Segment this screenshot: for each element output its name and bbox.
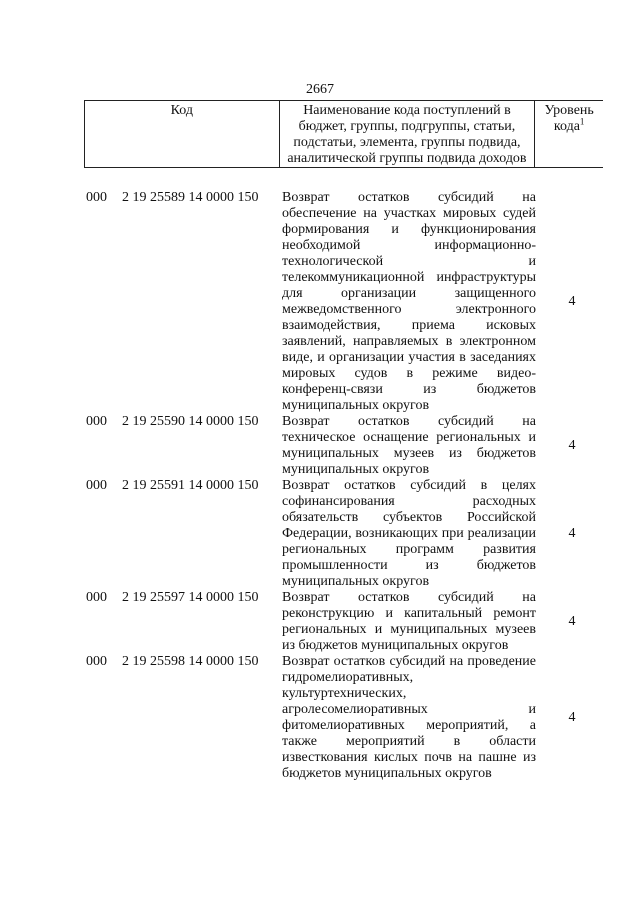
header-name xyxy=(279,101,535,168)
admin-code: 000 xyxy=(86,190,107,205)
revenue-code: 2 19 25589 14 0000 150 xyxy=(122,190,259,205)
admin-code: 000 xyxy=(86,654,107,669)
table-row xyxy=(86,414,602,478)
footnote-marker: 1 xyxy=(579,116,585,127)
revenue-code: 2 19 25598 14 0000 150 xyxy=(122,654,259,669)
revenue-name: Возврат остатков субсидий на реконструкцию и капитальный ремонт региональных и муниципальных музеев из бюджетов муниципальных округов xyxy=(282,590,536,653)
code-level: 4 xyxy=(568,614,576,629)
header-name-label: Наименование кода поступлений в бюджет, группы, подгруппы, статьи, подстатьи, элемента, группы подвида, аналитической группы подвида доходов xyxy=(287,103,527,166)
page-number: 2667 xyxy=(306,82,334,97)
admin-code: 000 xyxy=(86,590,107,605)
revenue-code: 2 19 25591 14 0000 150 xyxy=(122,478,259,493)
table-body xyxy=(86,190,602,782)
table-row xyxy=(86,654,602,782)
admin-code: 000 xyxy=(86,478,107,493)
table-row xyxy=(86,190,602,414)
header-code xyxy=(85,101,280,168)
table-row xyxy=(86,478,602,590)
revenue-name: Возврат остатков субсидий на обеспечение на участках мировых судей формирования и функционирования необходимой информационно-технологической и телекоммуникационной инфраструктуры для организации защищенного межведомственного электронного взаимодействия, приема исковых заявлений, направляемых в электронном виде, и организации участия в заседаниях мировых судов в режиме видео-конференц-связи из бюджетов муниципальных округов xyxy=(282,190,536,413)
header-level-label: Уровень кода xyxy=(544,103,594,134)
table-row xyxy=(86,590,602,654)
header-code-label: Код xyxy=(170,103,193,118)
revenue-code: 2 19 25590 14 0000 150 xyxy=(122,414,259,429)
code-level: 4 xyxy=(568,294,576,309)
code-level: 4 xyxy=(568,438,576,453)
table-header xyxy=(84,100,603,168)
revenue-name: Возврат остатков субсидий в целях софинансирования расходных обязательств субъектов Российской Федерации, возникающих при реализации региональных программ развития промышленности из бюджетов муниципальных округов xyxy=(282,478,536,589)
revenue-name: Возврат остатков субсидий на проведение гидромелиоративных, культуртехнических, агролесомелиоративных и фитомелиоративных мероприятий, а также мероприятий в области известкования кислых почв на пашне из бюджетов муниципальных округов xyxy=(282,654,536,781)
header-level xyxy=(535,101,603,168)
admin-code: 000 xyxy=(86,414,107,429)
code-level: 4 xyxy=(568,526,576,541)
revenue-code: 2 19 25597 14 0000 150 xyxy=(122,590,259,605)
code-level: 4 xyxy=(568,710,576,725)
revenue-name: Возврат остатков субсидий на техническое оснащение региональных и муниципальных музеев из бюджетов муниципальных округов xyxy=(282,414,536,477)
